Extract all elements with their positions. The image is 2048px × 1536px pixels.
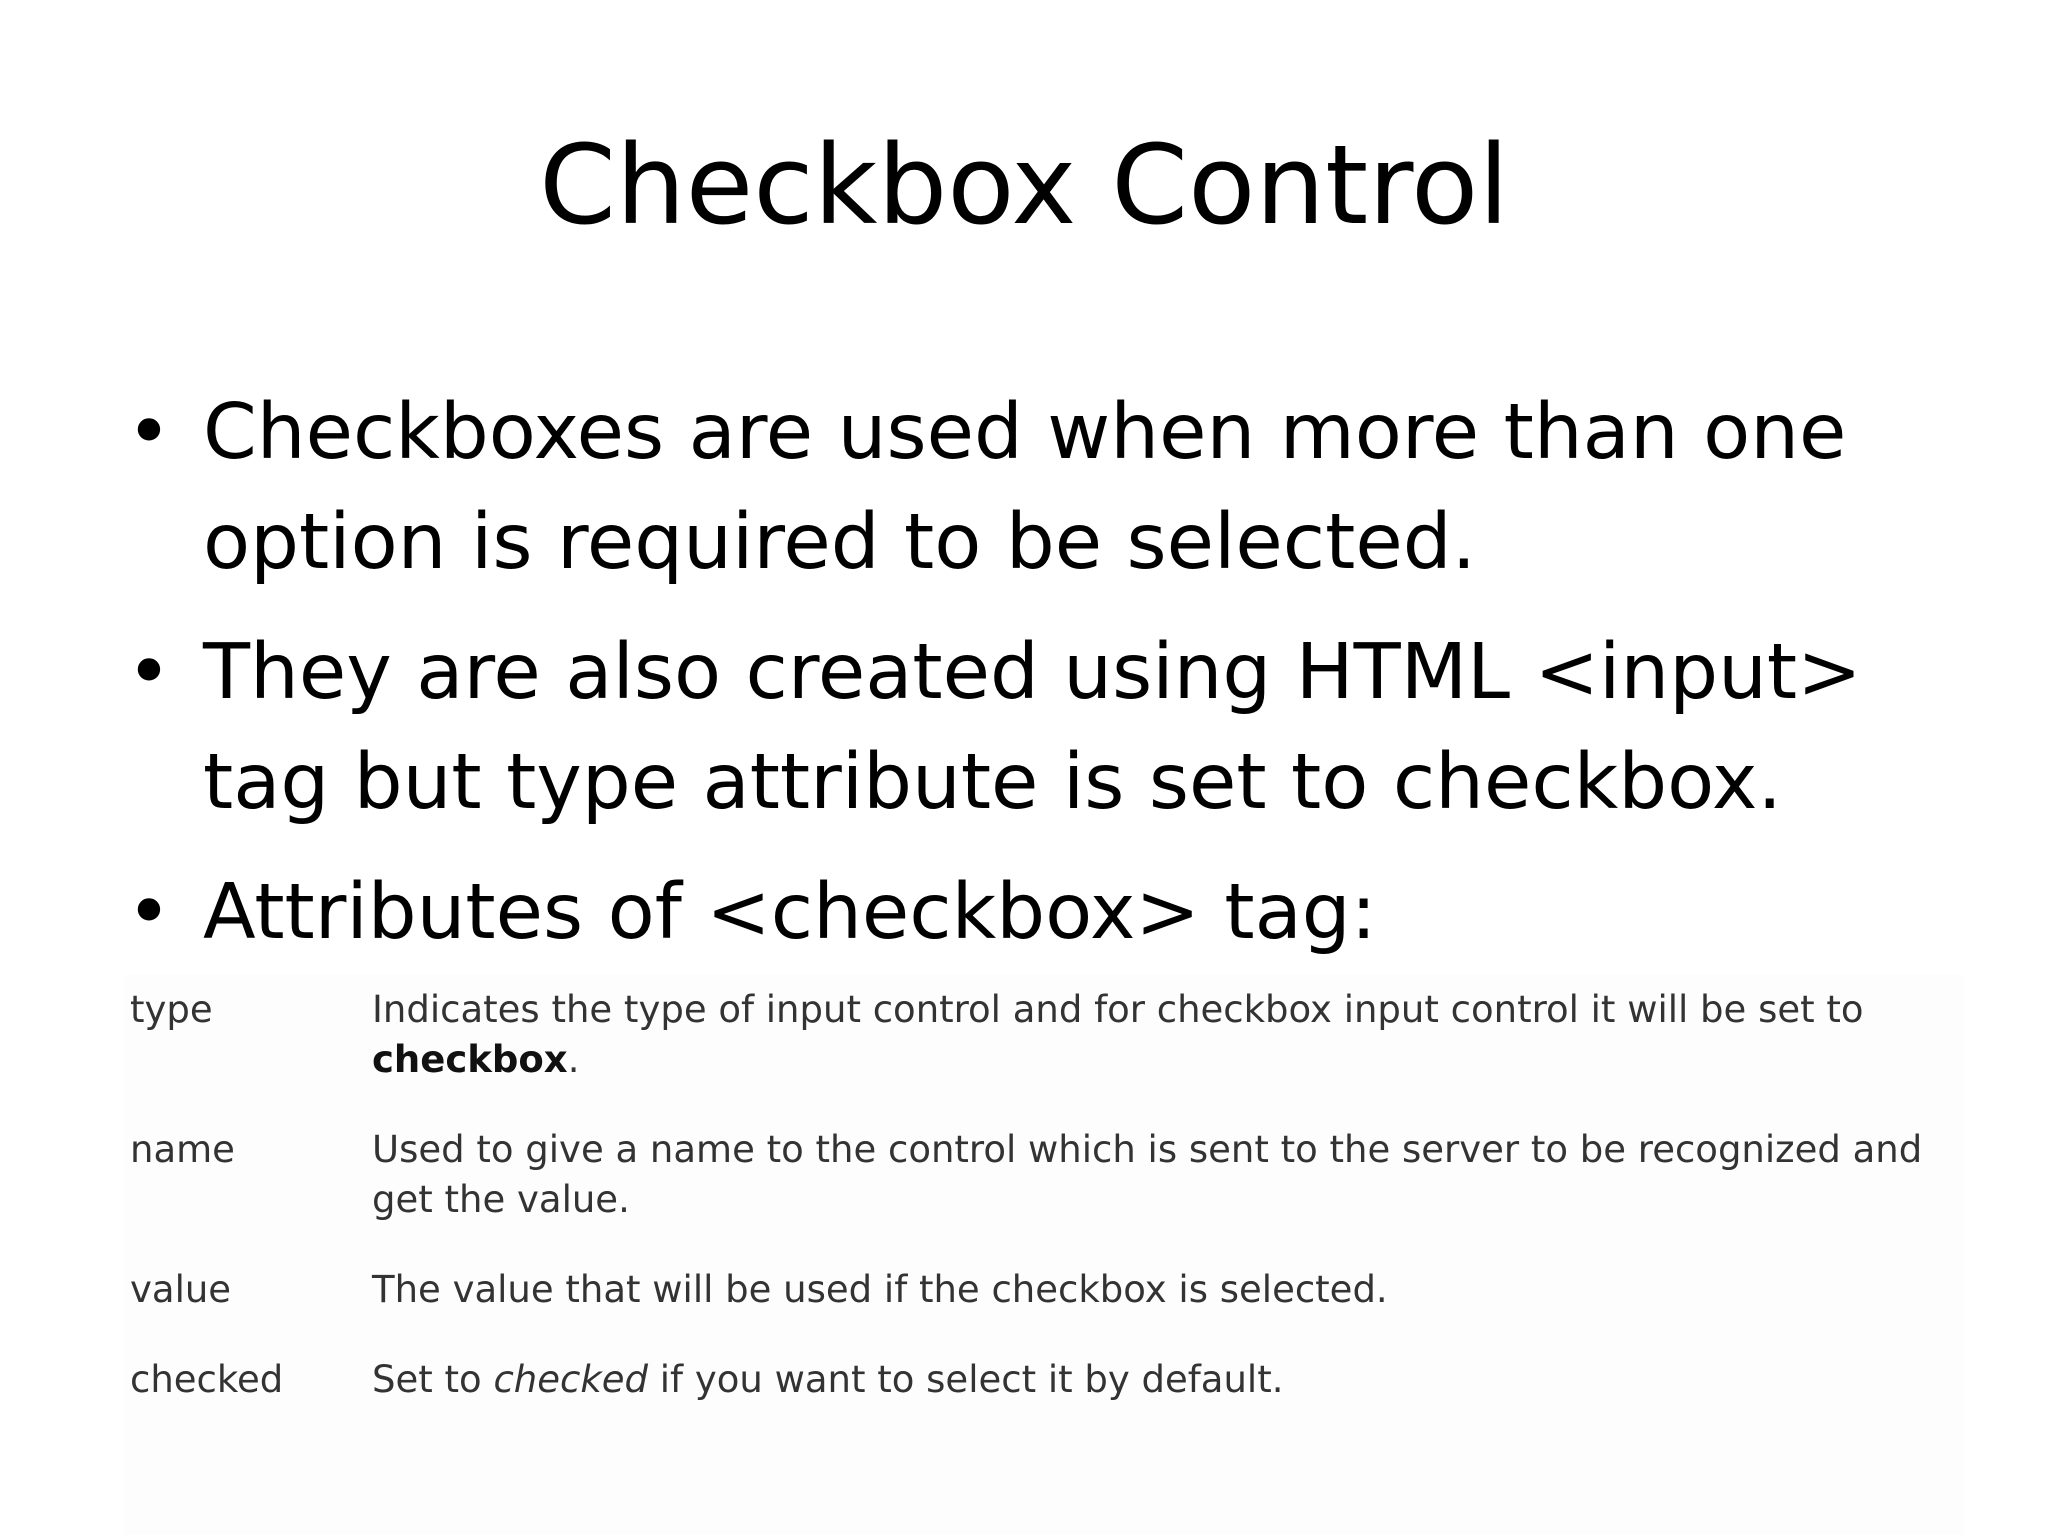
table-row (130, 1265, 1960, 1355)
bullet-list (125, 378, 1955, 988)
description-text: The value that will be used if the checkbox is selected. (372, 1268, 1388, 1311)
slide-title: Checkbox Control (539, 121, 1509, 249)
attribute-description (372, 1265, 1960, 1355)
description-emphasis: checked (493, 1358, 649, 1401)
bullet-item (125, 378, 1955, 598)
bullet-icon: • (126, 628, 172, 717)
attribute-name: checked (130, 1358, 284, 1401)
table-row (130, 1125, 1960, 1265)
description-text: Set to (372, 1358, 494, 1401)
attribute-description (372, 1125, 1960, 1265)
bullet-item (125, 618, 1955, 838)
table-row (130, 1355, 1960, 1445)
description-text: Indicates the type of input control and for checkbox input control it will be set to (372, 988, 1864, 1031)
description-text: Used to give a name to the control which is sent to the server to be recognized and get the value. (372, 1128, 1923, 1221)
attribute-description (372, 1355, 1960, 1445)
bullet-text: Checkboxes are used when more than one option is required to be selected. (203, 388, 1847, 587)
description-emphasis: checkbox (372, 1038, 568, 1081)
attribute-name: name (130, 1128, 235, 1171)
table-row (130, 985, 1960, 1125)
bullet-item (125, 858, 1955, 968)
attribute-name: value (130, 1268, 232, 1311)
bullet-icon: • (126, 868, 172, 957)
attributes-table-image (124, 975, 1964, 1535)
attribute-name: type (130, 988, 213, 1031)
description-text-end: . (567, 1038, 580, 1081)
bullet-icon: • (126, 388, 172, 477)
attributes-table (130, 985, 1960, 1445)
description-text-end: if you want to select it by default. (648, 1358, 1284, 1401)
bullet-text: They are also created using HTML <input> tag but type attribute is set to checkbox. (203, 628, 1862, 827)
bullet-text: Attributes of <checkbox> tag: (203, 868, 1377, 957)
attribute-description (372, 985, 1960, 1125)
